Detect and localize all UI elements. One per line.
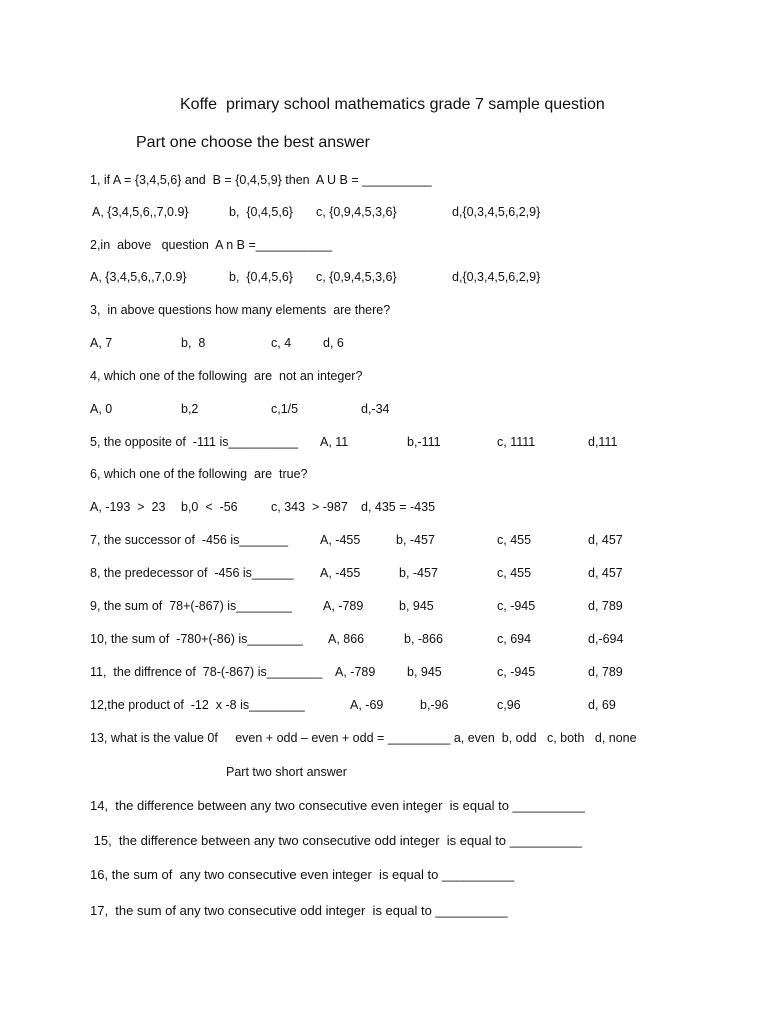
part-two-heading: Part two short answer (226, 765, 347, 779)
question-12-option-a: A, -69 (350, 698, 384, 712)
question-12-option-d: d, 69 (588, 698, 616, 712)
question-1-option-b: b, {0,4,5,6} (229, 205, 293, 219)
question-11-option-b: b, 945 (407, 665, 442, 679)
question-1-option-a: A, {3,4,5,6,,7,0.9} (92, 205, 189, 219)
question-3-option-c: c, 4 (271, 336, 292, 350)
question-6: 6, which one of the following are true? (90, 467, 308, 481)
page-title: Koffe primary school mathematics grade 7 sample question (180, 96, 605, 113)
part-one-heading: Part one choose the best answer (136, 134, 370, 151)
question-2-option-b: b, {0,4,5,6} (229, 270, 293, 284)
question-12-option-c: c,96 (497, 698, 521, 712)
question-1: 1, if A = {3,4,5,6} and B = {0,4,5,9} then A U B = __________ (90, 173, 432, 187)
question-16: 16, the sum of any two consecutive even integer is equal to __________ (90, 867, 515, 882)
question-6-option-a: A, -193 > 23 (90, 500, 166, 514)
question-7-option-d: d, 457 (588, 533, 623, 547)
question-8-option-b: b, -457 (399, 566, 438, 580)
question-10-option-c: c, 694 (497, 632, 532, 646)
question-15: 15, the difference between any two consecutive odd integer is equal to __________ (90, 833, 582, 848)
question-8-option-d: d, 457 (588, 566, 623, 580)
question-11-option-c: c, -945 (497, 665, 536, 679)
question-7-option-b: b, -457 (396, 533, 435, 547)
question-11-option-a: A, -789 (335, 665, 376, 679)
question-7-option-c: c, 455 (497, 533, 532, 547)
question-12-option-b: b,-96 (420, 698, 449, 712)
question-4-option-d: d,-34 (361, 402, 390, 416)
question-6-option-c: c, 343 > -987 (271, 500, 348, 514)
question-12: 12,the product of -12 x -8 is________ (90, 698, 305, 712)
question-9-option-d: d, 789 (588, 599, 623, 613)
question-10: 10, the sum of -780+(-86) is________ (90, 632, 303, 646)
question-8: 8, the predecessor of -456 is______ (90, 566, 294, 580)
question-2: 2,in above question A n B =___________ (90, 238, 333, 252)
question-4: 4, which one of the following are not an integer? (90, 369, 363, 383)
question-1-option-d: d,{0,3,4,5,6,2,9} (452, 205, 541, 219)
question-5-option-d: d,111 (588, 435, 618, 449)
question-11-option-d: d, 789 (588, 665, 623, 679)
question-8-option-a: A, -455 (320, 566, 361, 580)
question-4-option-b: b,2 (181, 402, 199, 416)
question-9: 9, the sum of 78+(-867) is________ (90, 599, 292, 613)
question-5-option-c: c, 1111 (497, 435, 536, 449)
question-2-option-c: c, {0,9,4,5,3,6} (316, 270, 397, 284)
question-1-option-c: c, {0,9,4,5,3,6} (316, 205, 397, 219)
question-3-option-a: A, 7 (90, 336, 113, 350)
question-3-option-b: b, 8 (181, 336, 206, 350)
question-10-option-b: b, -866 (404, 632, 443, 646)
question-3-option-d: d, 6 (323, 336, 344, 350)
question-10-option-a: A, 866 (328, 632, 365, 646)
question-17: 17, the sum of any two consecutive odd integer is equal to __________ (90, 903, 508, 918)
question-6-option-d: d, 435 = -435 (361, 500, 436, 514)
question-9-option-c: c, -945 (497, 599, 536, 613)
question-8-option-c: c, 455 (497, 566, 532, 580)
question-9-option-b: b, 945 (399, 599, 434, 613)
question-2-option-d: d,{0,3,4,5,6,2,9} (452, 270, 541, 284)
question-13: 13, what is the value 0f even + odd – even + odd = _________ a, even b, odd c, both d, none (90, 731, 637, 745)
question-10-option-d: d,-694 (588, 632, 624, 646)
question-9-option-a: A, -789 (323, 599, 364, 613)
question-3: 3, in above questions how many elements are there? (90, 303, 391, 317)
question-5: 5, the opposite of -111 is__________ (90, 435, 299, 449)
question-2-option-a: A, {3,4,5,6,,7,0.9} (90, 270, 187, 284)
question-7-option-a: A, -455 (320, 533, 361, 547)
question-4-option-a: A, 0 (90, 402, 113, 416)
question-5-option-a: A, 11 (320, 435, 349, 449)
question-11: 11, the diffrence of 78-(-867) is________ (90, 665, 323, 679)
question-6-option-b: b,0 < -56 (181, 500, 238, 514)
question-7: 7, the successor of -456 is_______ (90, 533, 289, 547)
question-14: 14, the difference between any two consecutive even integer is equal to __________ (90, 798, 585, 813)
question-5-option-b: b,-111 (407, 435, 441, 449)
question-4-option-c: c,1/5 (271, 402, 299, 416)
